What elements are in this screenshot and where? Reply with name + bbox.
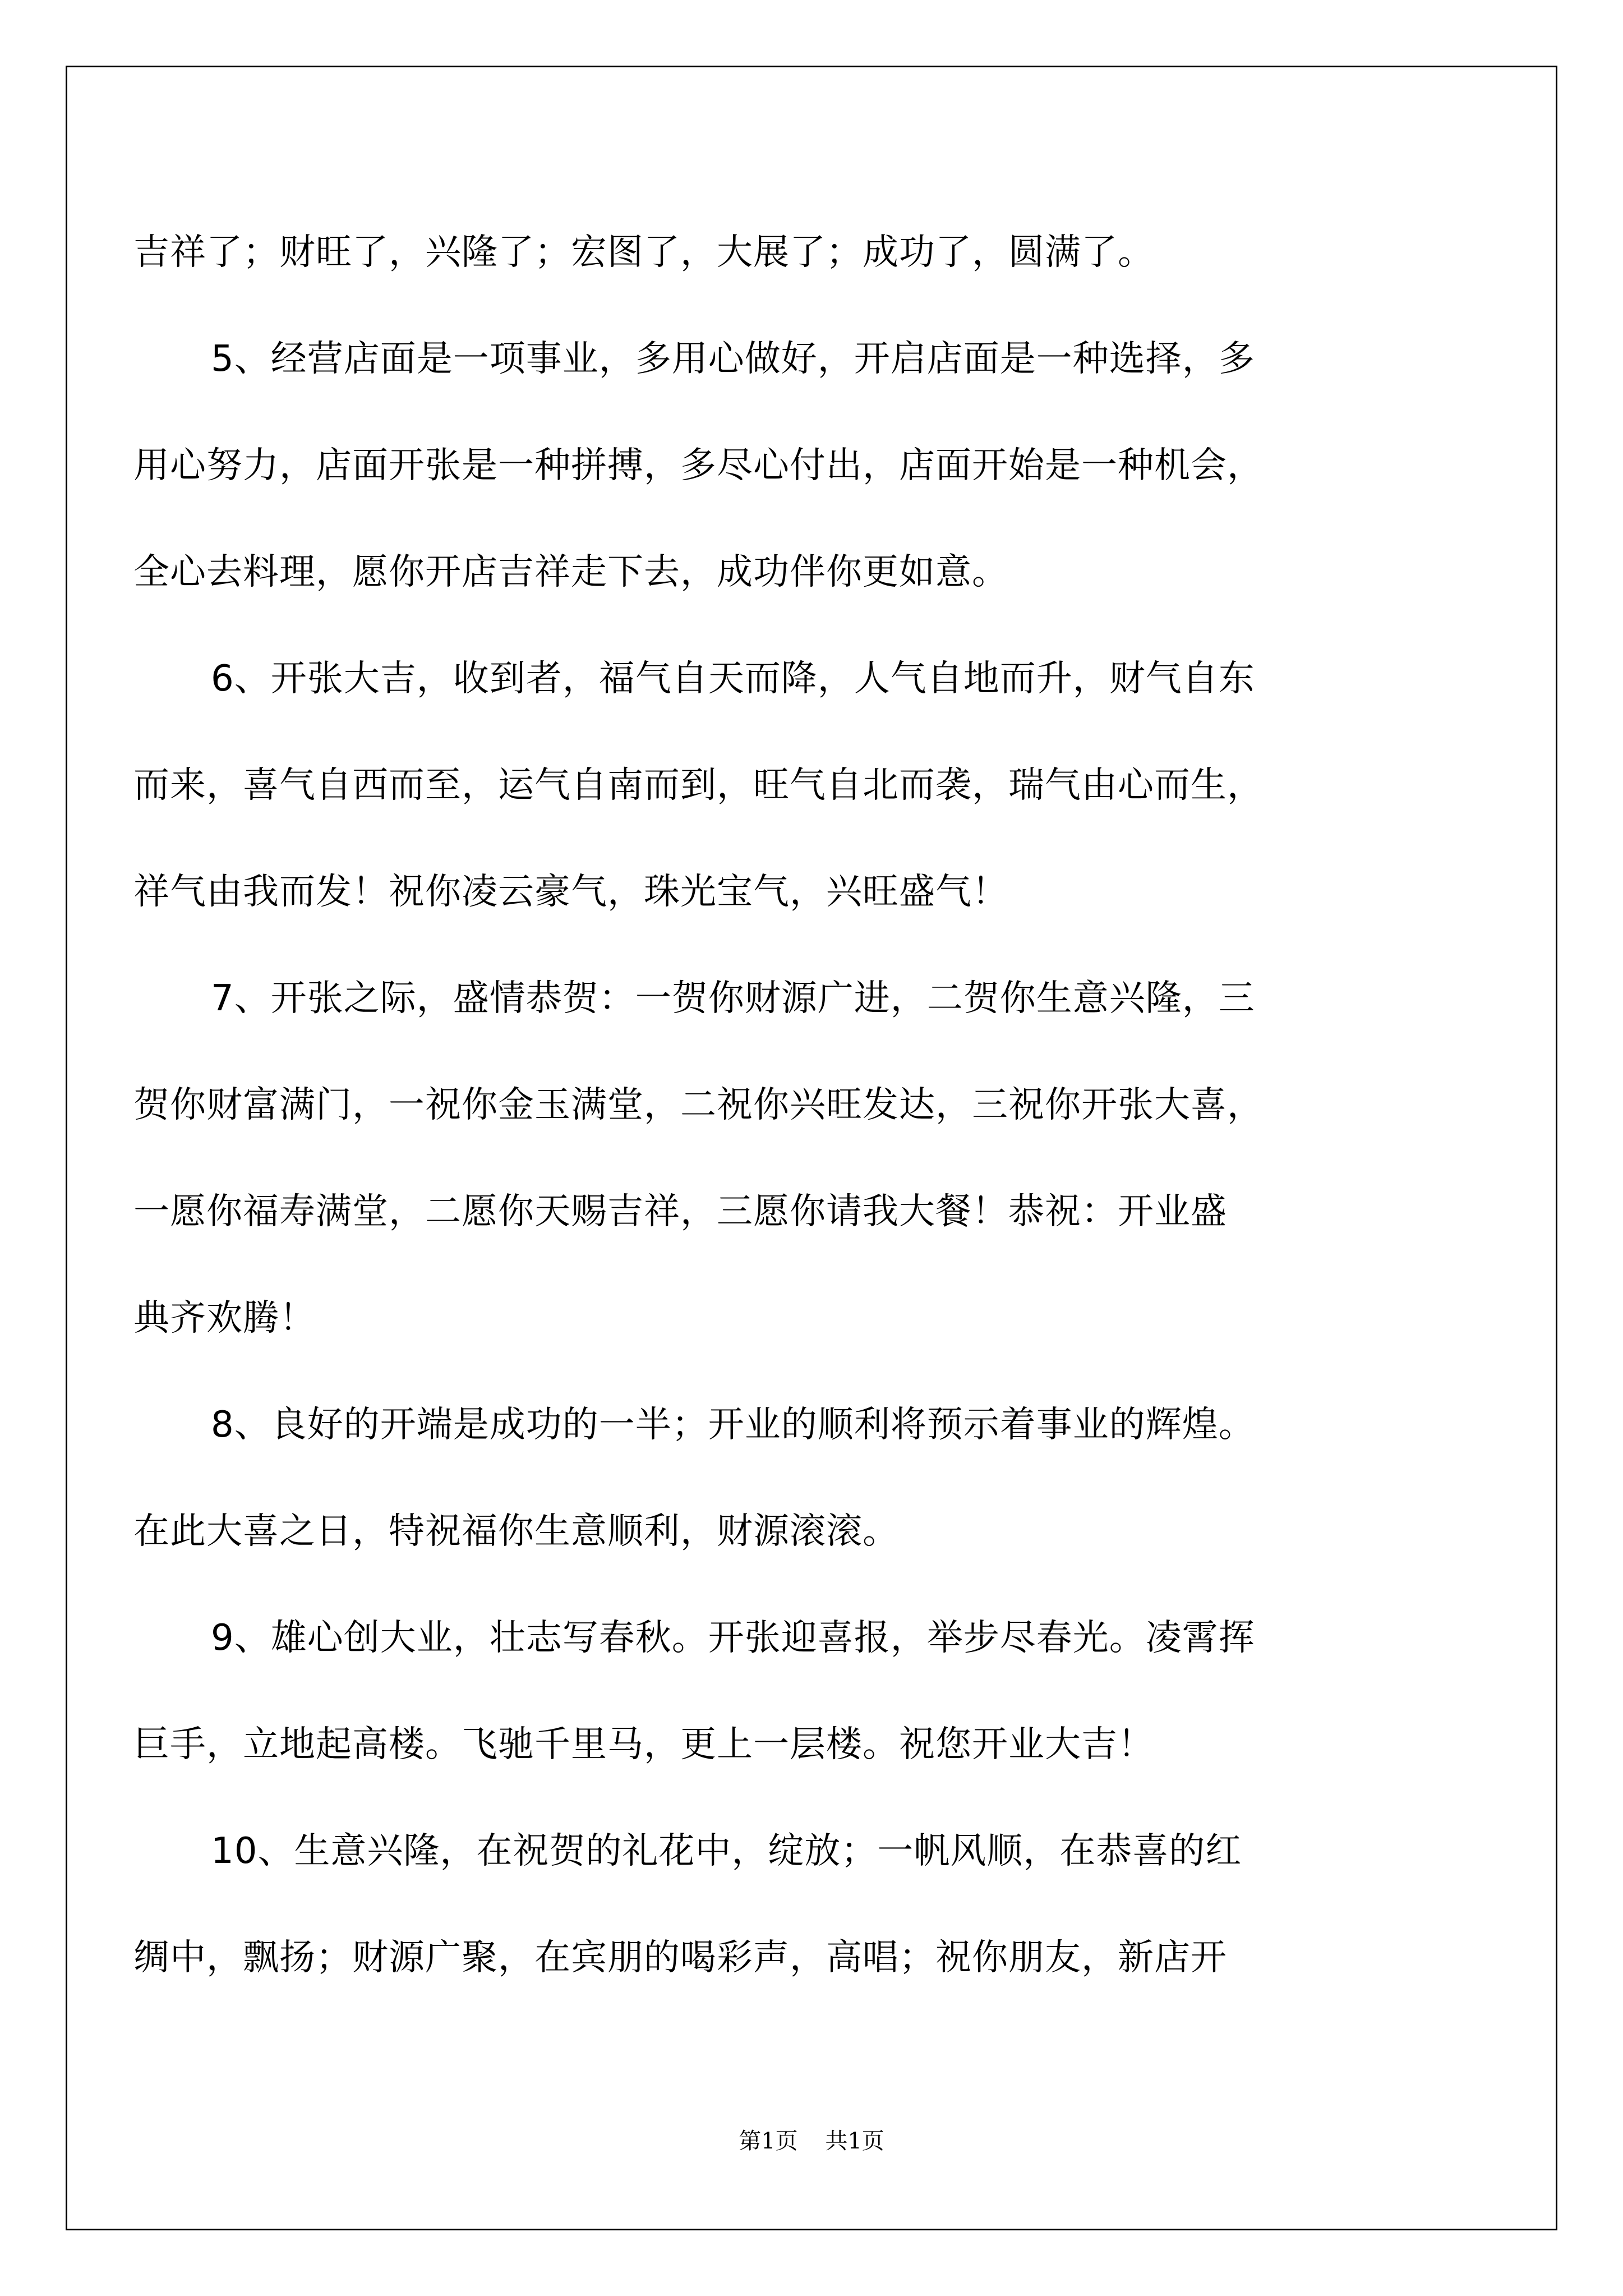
text-line: 7、开张之际，盛情恭贺：一贺你财源广进，二贺你生意兴隆，三 <box>211 978 1255 1019</box>
text-line: 绸中，飘扬；财源广聚，在宾朋的喝彩声，高唱；祝你朋友，新店开 <box>133 1937 1227 1978</box>
text-line: 6、开张大吉，收到者，福气自天而降，人气自地而升，财气自东 <box>211 658 1255 700</box>
text-line: 在此大喜之日，特祝福你生意顺利，财源滚滚。 <box>133 1511 899 1552</box>
text-line: 9、雄心创大业，壮志写春秋。开张迎喜报，举步尽春光。凌霄挥 <box>211 1617 1255 1659</box>
total-pages: 共1页 <box>825 2128 884 2154</box>
text-line: 巨手，立地起高楼。飞驰千里马，更上一层楼。祝您开业大吉！ <box>133 1724 1154 1765</box>
text-line: 全心去料理，愿你开店吉祥走下去，成功伴你更如意。 <box>133 551 1008 593</box>
text-line: 典齐欢腾！ <box>133 1297 316 1339</box>
document-body <box>133 199 1490 2011</box>
text-line: 10、生意兴隆，在祝贺的礼花中，绽放；一帆风顺，在恭喜的红 <box>211 1830 1242 1872</box>
text-line: 贺你财富满门，一祝你金玉满堂，二祝你兴旺发达，三祝你开张大喜， <box>133 1084 1264 1126</box>
text-line: 吉祥了；财旺了，兴隆了；宏图了，大展了；成功了，圆满了。 <box>133 232 1154 273</box>
text-line: 8、良好的开端是成功的一半；开业的顺利将预示着事业的辉煌。 <box>211 1404 1255 1446</box>
text-line: 而来，喜气自西而至，运气自南而到，旺气自北而袭，瑞气由心而生， <box>133 765 1264 806</box>
text-line: 5、经营店面是一项事业，多用心做好，开启店面是一种选择，多 <box>211 338 1255 380</box>
text-line: 祥气由我而发！祝你凌云豪气，珠光宝气，兴旺盛气！ <box>133 871 1008 913</box>
text-line: 一愿你福寿满堂，二愿你天赐吉祥，三愿你请我大餐！恭祝：开业盛 <box>133 1191 1227 1232</box>
page-number: 第1页 <box>739 2128 798 2154</box>
page-footer <box>0 2123 1623 2155</box>
text-line: 用心努力，店面开张是一种拼搏，多尽心付出，店面开始是一种机会， <box>133 445 1264 486</box>
